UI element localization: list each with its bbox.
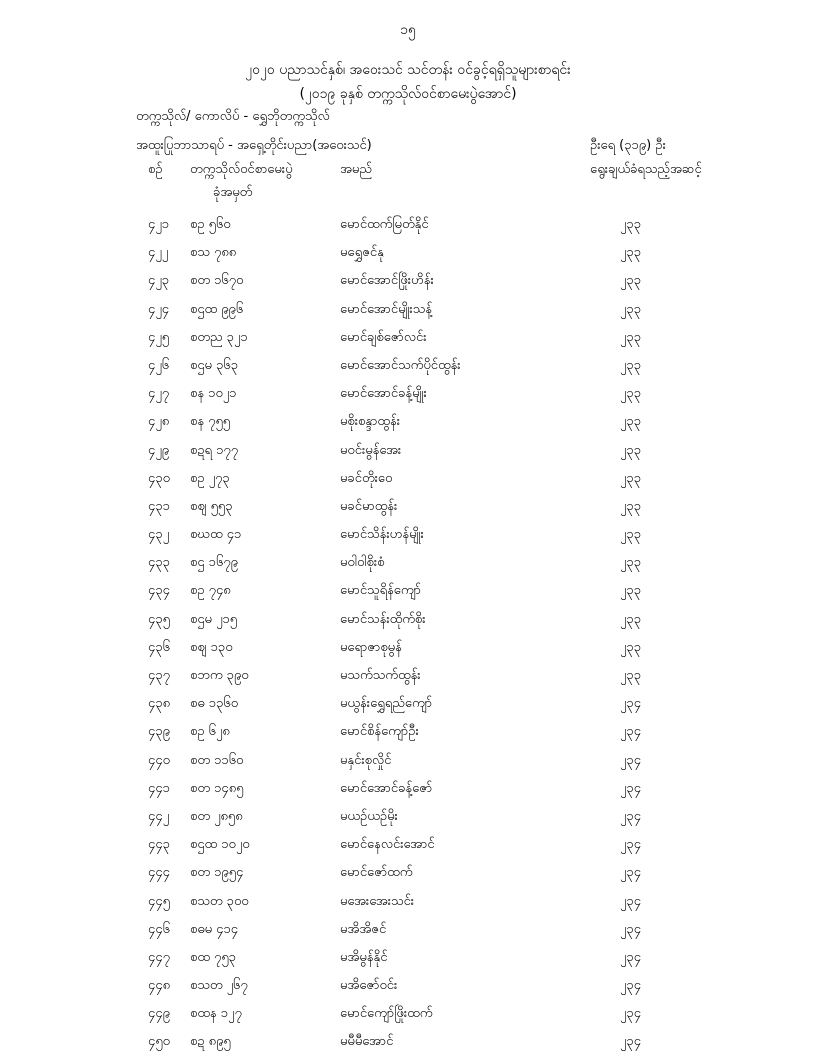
name-cell: မောင်ချစ်ဇော်လင်း [340,329,427,345]
serial-cell: ၄၃၄ [148,583,170,599]
serial-cell: ၄၂၈ [148,414,170,430]
name-cell: မောင်သိန်းဟန်မျိုး [340,527,424,543]
header-roll-line1: တက္ကသိုလ်ဝင်စာမေးပွဲ [190,162,293,177]
roll-number-cell: စဌ ၁၆၇၉ [190,555,238,571]
page-number: ၁၅ [400,22,416,38]
serial-cell: ၄၄၃ [148,837,170,853]
roll-number-cell: စဈ ၅၅၃ [190,498,233,514]
name-cell: မခင်မာထွန်း [340,498,398,514]
rank-cell: ၂၃၃ [620,245,642,261]
rank-cell: ၂၃၃ [620,273,642,289]
table-row [0,353,816,381]
roll-number-cell: စန ၇၅၅ [190,414,231,430]
table-row [0,325,816,353]
table-row [0,832,816,860]
roll-number-cell: စဥ ၆၂၈ [190,724,230,740]
rank-cell: ၂၃၃ [620,639,642,655]
table-row [0,522,816,550]
serial-cell: ၄၃၆ [148,639,170,655]
rank-cell: ၂၃၃ [620,329,642,345]
rank-cell: ၂၃၄ [620,780,642,796]
rank-cell: ၂၃၄ [620,949,642,965]
table-row [0,889,816,917]
table-row [0,945,816,973]
name-cell: မောင်အောင်ခန့်ဇော် [340,780,433,796]
serial-cell: ၄၃၉ [148,724,170,740]
rank-cell: ၂၃၄ [620,808,642,824]
table-row [0,1029,816,1057]
serial-cell: ၄၃၀ [148,470,170,486]
rank-cell: ၂၃၃ [620,555,642,571]
serial-cell: ၄၃၃ [148,555,170,571]
document-title: ၂၀၂၀ ပညာသင်နှစ်၊ အဝေးသင် သင်တန်း ဝင်ခွင့်ရရှိသူများစာရင်း [245,62,571,78]
name-cell: မရွှေဇင်နု [340,245,384,261]
name-cell: မဝင်းမွန်အေး [340,442,402,458]
table-row [0,297,816,325]
roll-number-cell: စဌမ ၂၁၅ [190,611,238,627]
name-cell: မရောဇာစုမွန် [340,639,402,655]
roll-number-cell: စတ ၁၁၆၀ [190,752,244,768]
roll-number-cell: စသတ ၃၀၀ [190,893,249,909]
table-row [0,917,816,945]
roll-number-cell: စဃထ ၄၁ [190,527,242,543]
table-row [0,466,816,494]
rank-cell: ၂၃၃ [620,442,642,458]
table-row [0,804,816,832]
roll-number-cell: စန ၁၀၂၁ [190,386,237,402]
serial-cell: ၄၃၇ [148,668,170,683]
roll-number-cell: စဌမ ၃၆၃ [190,357,239,373]
serial-cell: ၄၃၅ [148,611,170,627]
table-row [0,691,816,719]
name-cell: မောင်နေလင်းအောင် [340,837,435,853]
serial-cell: ၄၄၀ [148,752,170,768]
name-cell: မအိမွန်နိုင် [340,949,388,965]
name-cell: မောင်ဇော်ထက် [340,865,413,881]
serial-cell: ၄၂၆ [148,357,170,373]
table-row [0,268,816,296]
roll-number-cell: စတ ၁၆၇၀ [190,273,244,289]
rank-cell: ၂၃၄ [620,865,642,881]
name-cell: မခင်တိုးဝေ [340,470,393,486]
rank-cell: ၂၃၄ [620,1006,642,1022]
roll-number-cell: စတ ၂၈၅၈ [190,808,243,824]
name-cell: မောင်အောင်သက်ပိုင်ထွန်း [340,357,461,373]
table-row [0,860,816,888]
name-cell: မောင်ကျော်ဖြိုးထက် [340,1006,433,1022]
table-row [0,381,816,409]
table-row [0,212,816,240]
serial-cell: ၄၄၄ [148,865,170,881]
university-line: တက္ကသိုလ်/ ကောလိပ် - ရွှေဘိုတက္ကသိုလ် [136,109,330,124]
name-cell: မမီမီအောင် [340,1034,394,1050]
name-cell: မယဉ်ယဉ်မိုး [340,808,398,824]
rank-cell: ၂၃၄ [620,921,642,937]
roll-number-cell: စတည ၃၂၁ [190,329,248,345]
table-row [0,578,816,606]
rank-cell: ၂၃၃ [620,217,642,232]
serial-cell: ၄၃၈ [148,696,171,712]
rank-cell: ၂၃၄ [620,893,642,909]
serial-cell: ၄၄၆ [148,921,170,937]
roll-number-cell: စထ ၇၅၃ [190,949,236,965]
table-row [0,607,816,635]
rank-cell: ၂၃၃ [620,527,642,543]
rank-cell: ၂၃၃ [620,611,642,627]
roll-number-cell: စဍ ၈၉၅ [190,1034,231,1050]
roll-number-cell: စဈ ၁၃၀ [190,639,233,655]
rank-cell: ၂၃၄ [620,1034,642,1050]
name-cell: မအေးအေးသင်း [340,893,415,909]
header-roll-line2: ခုံအမှတ် [213,185,253,200]
roll-number-cell: စသ ၇၈၈ [190,245,237,261]
name-cell: မောင်အောင်ခန့်မျိုး [340,386,427,402]
table-row [0,1001,816,1029]
rank-cell: ၂၃၃ [620,583,642,599]
roll-number-cell: စဥ ၂၇၃ [190,470,230,486]
table-row [0,719,816,747]
header-serial: စဉ် [148,162,163,177]
table-row [0,240,816,268]
name-cell: မအိဇော်ဝင်း [340,978,398,994]
serial-cell: ၄၂၃ [148,273,170,289]
roll-number-cell: စဥ ၅၆၀ [190,217,231,232]
serial-cell: ၄၄၅ [148,893,170,909]
roll-number-cell: စသတ ၂၆၇ [190,978,248,994]
serial-cell: ၄၃၂ [148,527,170,543]
rank-cell: ၂၃၃ [620,414,642,430]
name-cell: မောင်အောင်မျိုးသန့် [340,301,433,317]
roll-number-cell: စထန ၁၂၇ [190,1006,242,1022]
table-row [0,494,816,522]
rank-cell: ၂၃၃ [620,386,642,402]
rank-cell: ၂၃၄ [620,837,642,853]
name-cell: မစိုးစန္ဒာထွန်း [340,414,401,430]
name-cell: မဝါဝါစိုးစံ [340,555,385,571]
name-cell: မောင်သန်းထိုက်စိုး [340,611,426,627]
roll-number-cell: စဥ ၇၄၈ [190,583,231,599]
table-row [0,409,816,437]
name-cell: မောင်သူရိန်ကျော် [340,583,421,599]
serial-cell: ၄၂၉ [148,442,170,458]
serial-cell: ၄၄၁ [148,780,170,796]
roll-number-cell: စတ ၁၄၈၅ [190,780,244,796]
table-row [0,748,816,776]
name-cell: မောင်စိန်ကျော်ဦး [340,724,419,740]
rank-cell: ၂၃၃ [620,498,642,514]
rank-cell: ၂၃၃ [620,668,642,683]
serial-cell: ၄၃၁ [148,498,170,514]
roll-number-cell: စဍရ ၁၇၇ [190,442,239,458]
serial-cell: ၄၄၂ [148,808,170,824]
roll-number-cell: စဘက ၃၉၀ [190,668,249,683]
name-cell: မောင်ထက်မြတ်နိုင် [340,217,429,232]
name-cell: မသက်သက်ထွန်း [340,668,421,683]
rank-cell: ၂၃၄ [620,978,642,994]
serial-cell: ၄၄၈ [148,978,171,994]
name-cell: မယွန်းရွှေရည်ကျော် [340,696,433,712]
rank-cell: ၂၃၄ [620,752,642,768]
serial-cell: ၄၄၉ [148,1006,170,1022]
roll-number-cell: စဓ ၁၃၆၀ [190,696,239,712]
name-cell: မောင်အောင်ဖြိုးဟိန်း [340,273,434,289]
total-count: ဦးရေ (၃၁၉) ဦး [590,138,666,153]
serial-cell: ၄၂၂ [148,245,169,261]
table-row [0,550,816,578]
roll-number-cell: စဓမ ၄၁၄ [190,921,239,937]
roll-number-cell: စဌထ ၁၀၂၀ [190,837,250,853]
rank-cell: ၂၃၃ [620,357,642,373]
serial-cell: ၄၂၁ [148,217,170,232]
serial-cell: ၄၂၅ [148,329,170,345]
student-table [0,212,816,1058]
header-ref: ရွေးချယ်ခံရသည့်အဆင့် [590,162,702,177]
table-row [0,973,816,1001]
name-cell: မအိအိဇင် [340,921,387,937]
subject-line: အထူးပြုဘာသာရပ် - အရှေ့တိုင်းပညာ(အဝေးသင်) [136,138,372,153]
table-row [0,438,816,466]
rank-cell: ၂၃၃ [620,470,642,486]
serial-cell: ၄၂၇ [148,386,170,402]
serial-cell: ၄၄၇ [148,949,170,965]
rank-cell: ၂၃၃ [620,301,642,317]
serial-cell: ၄၂၄ [148,301,170,317]
table-row [0,663,816,691]
document-subtitle: (၂၀၁၉ ခုနှစ် တက္ကသိုလ်ဝင်စာမေးပွဲအောင်) [299,86,517,102]
table-row [0,635,816,663]
rank-cell: ၂၃၄ [620,696,642,712]
roll-number-cell: စဌထ ၉၉၆ [190,301,244,317]
name-cell: မနှင်းစုလှိုင် [340,752,392,768]
serial-cell: ၄၅၀ [148,1034,170,1050]
roll-number-cell: စတ ၁၉၅၄ [190,865,244,881]
header-name: အမည် [340,162,372,177]
table-row [0,776,816,804]
rank-cell: ၂၃၄ [620,724,642,740]
